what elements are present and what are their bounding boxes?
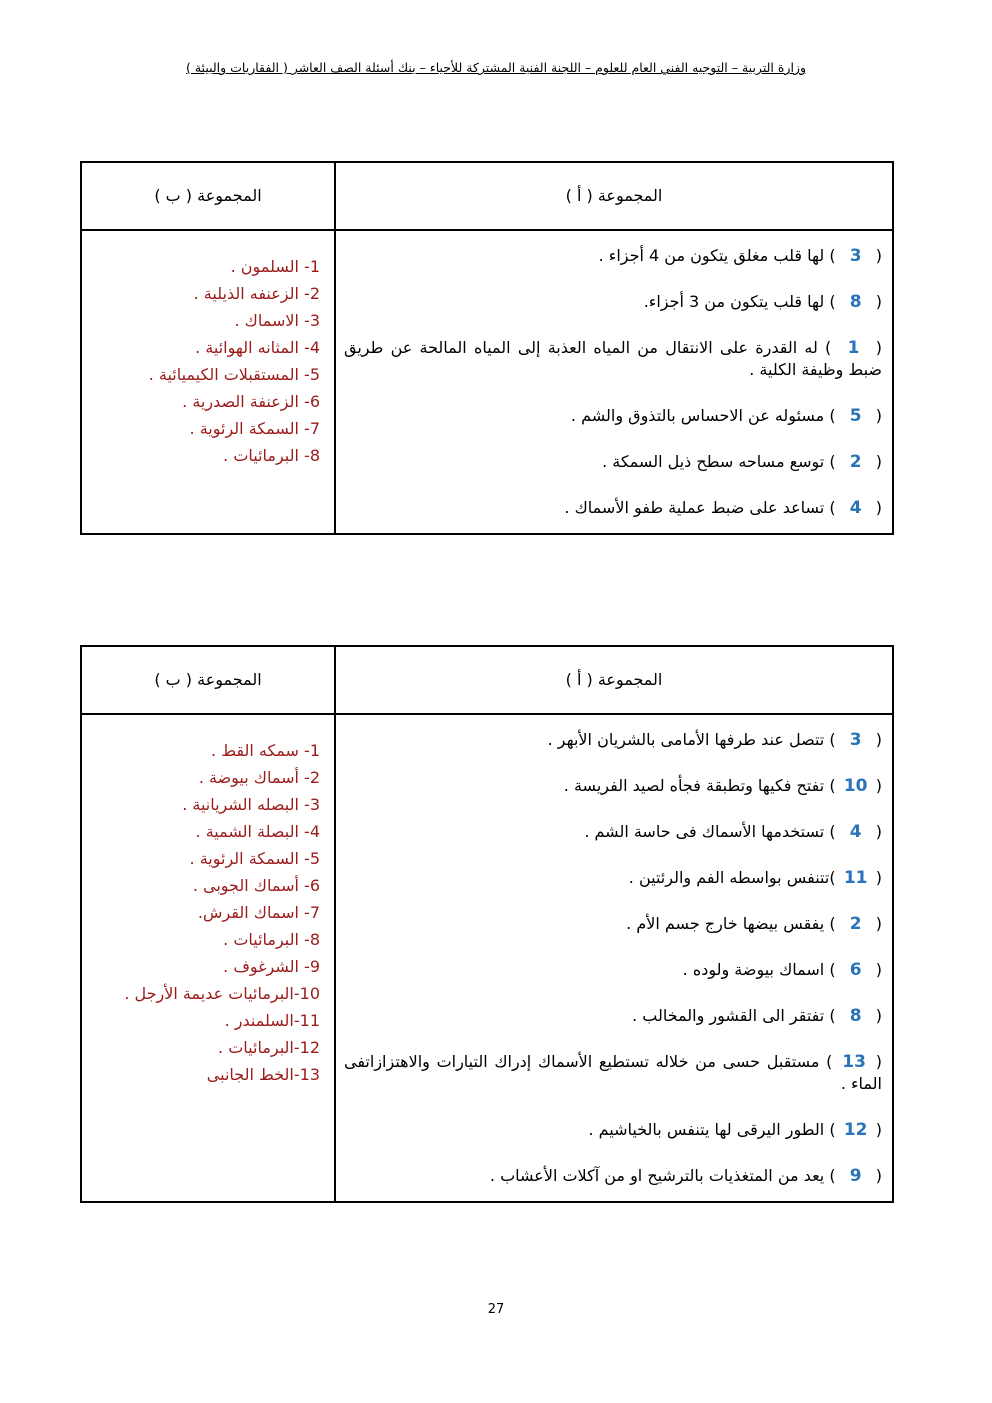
item-text: ) توسع مساحه سطح ذيل السمكة . [602, 452, 836, 471]
answer-number: 4 [849, 822, 862, 842]
group-b-item: 2- أسماك بيوضة . [198, 768, 320, 787]
item-text: ) اسماك بيوضة ولوده . [682, 960, 836, 979]
group-b-cell [81, 230, 335, 534]
group-b-item: 8- البرمائيات . [223, 930, 320, 949]
group-b-header: المجموعة ( ب ) [81, 162, 335, 230]
group-a-item: ( 8 ) لها قلب يتكون من 3 أجزاء. [643, 292, 882, 312]
group-b-item: 3- البصله الشريانية . [182, 795, 320, 814]
answer-number: 12 [843, 1120, 868, 1140]
matching-table-2 [80, 645, 894, 1203]
group-a-item: ( 4 ) تستخدمها الأسماك فى حاسة الشم . [584, 822, 882, 842]
group-b-header: المجموعة ( ب ) [81, 646, 335, 714]
answer-number: 8 [849, 292, 862, 312]
group-a-item: ( 3 ) تتصل عند طرفها الأمامى بالشريان الأبهر . [547, 730, 882, 750]
item-text: ) الطور اليرقى لها يتنفس بالخياشيم . [588, 1120, 836, 1139]
page-header: وزارة التربية – التوجيه الفني العام للعلوم – اللجنة الفنية المشتركة للأحياء – بنك أسئلة الصف العاشر ( الفقاريات والبيئة ) [186, 60, 806, 75]
group-b-item: 13-الخط الجانبى [206, 1065, 320, 1084]
item-text: ) لها قلب مغلق يتكون من 4 أجزاء . [598, 246, 836, 265]
item-text: ) مستقبل حسى من خلاله تستطيع الأسماك إدراك التيارات والاهتزازاتفى الماء . [344, 1052, 882, 1093]
group-a-item: ( 2 ) توسع مساحه سطح ذيل السمكة . [602, 452, 882, 472]
group-a-item: ( 5 ) مسئوله عن الاحساس بالتذوق والشم . [570, 406, 882, 426]
item-text: ) تساعد على ضبط عملية طفو الأسماك . [564, 498, 836, 517]
group-b-item: 5- المستقبلات الكيميائية . [148, 365, 320, 384]
group-b-item: 4- البصلة الشمية . [195, 822, 320, 841]
group-a-item: ( 13 ) مستقبل حسى من خلاله تستطيع الأسماك إدراك التيارات والاهتزازاتفى الماء . [344, 1052, 883, 1093]
answer-number: 13 [842, 1052, 866, 1072]
answer-number: 9 [849, 1166, 862, 1186]
group-b-item: 7- اسماك القرش. [197, 903, 320, 922]
answer-number: 6 [849, 960, 862, 980]
page-number: 27 [487, 1302, 505, 1317]
matching-table-1 [80, 161, 894, 535]
answer-number: 5 [849, 406, 862, 426]
group-a-item: ( 6 ) اسماك بيوضة ولوده . [682, 960, 882, 980]
group-b-item: 8- البرمائيات . [223, 446, 320, 465]
group-b-item: 4- المثانه الهوائية . [195, 338, 320, 357]
answer-number: 3 [849, 730, 862, 750]
group-b-item: 9- الشرغوف . [223, 957, 320, 976]
group-b-list [82, 231, 334, 479]
group-a-item: ( 2 ) يفقس بيضها خارج جسم الأم . [626, 914, 882, 934]
group-b-item: 1- سمكه القط . [211, 741, 320, 760]
item-text: ) مسئوله عن الاحساس بالتذوق والشم . [570, 406, 836, 425]
group-b-item: 6- الزعنفة الصدرية . [182, 392, 320, 411]
group-b-item: 3- الاسماك . [234, 311, 320, 330]
answer-number: 10 [843, 776, 868, 796]
item-text: ) تفتقر الى القشور والمخالب . [632, 1006, 836, 1025]
group-a-item: ( 1 ) له القدرة على الانتقال من المياه العذبة إلى المياه المالحة عن طريق ضبط وظيفة الكلية . [344, 338, 882, 379]
item-text: ) تستخدمها الأسماك فى حاسة الشم . [584, 822, 836, 841]
group-a-list [336, 715, 892, 1201]
item-text: ) تفتح فكيها وتطبقة فجأه لصيد الفريسة . [563, 776, 836, 795]
answer-number: 11 [843, 868, 868, 888]
group-a-item: ( 3 ) لها قلب مغلق يتكون من 4 أجزاء . [598, 246, 882, 266]
group-a-item: ( 12 ) الطور اليرقى لها يتنفس بالخياشيم . [588, 1120, 882, 1140]
group-b-item: 12-البرمائيات . [218, 1038, 320, 1057]
item-text: ) له القدرة على الانتقال من المياه العذبة إلى المياه المالحة عن طريق ضبط وظيفة الكلية . [344, 338, 882, 379]
group-b-list [82, 715, 334, 1098]
group-b-item: 10-البرمائيات عديمة الأرجل . [124, 984, 320, 1003]
answer-number: 2 [849, 452, 862, 472]
group-b-item: 1- السلمون . [230, 257, 320, 276]
item-text: ) يعد من المتغذيات بالترشيح او من آكلات الأعشاب . [489, 1166, 836, 1185]
group-b-cell [81, 714, 335, 1202]
group-b-item: 11-السلمندر . [224, 1011, 320, 1030]
group-a-item: ( 9 ) يعد من المتغذيات بالترشيح او من آكلات الأعشاب . [489, 1166, 882, 1186]
group-a-header: المجموعة ( أ ) [335, 646, 893, 714]
item-text: ) تتصل عند طرفها الأمامى بالشريان الأبهر . [547, 730, 836, 749]
item-text: ) لها قلب يتكون من 3 أجزاء. [643, 292, 836, 311]
item-text: ) يفقس بيضها خارج جسم الأم . [626, 914, 836, 933]
group-b-item: 2- الزعنفه الذيلية . [193, 284, 320, 303]
group-b-item: 5- السمكة الرئوية . [189, 849, 320, 868]
group-b-item: 6- أسماك الجوبى . [192, 876, 320, 895]
answer-number: 3 [849, 246, 862, 266]
group-a-cell [335, 714, 893, 1202]
answer-number: 2 [849, 914, 862, 934]
group-b-item: 7- السمكة الرئوية . [189, 419, 320, 438]
answer-number: 4 [849, 498, 862, 518]
group-a-item: ( 10 ) تفتح فكيها وتطبقة فجأه لصيد الفريسة . [563, 776, 882, 796]
group-a-item: ( 11 )تتنفس بواسطه الفم والرئتين . [628, 868, 882, 888]
group-a-cell [335, 230, 893, 534]
group-a-list [336, 231, 892, 533]
group-a-item: ( 4 ) تساعد على ضبط عملية طفو الأسماك . [564, 498, 882, 518]
item-text: )تتنفس بواسطه الفم والرئتين . [628, 868, 836, 887]
group-a-header: المجموعة ( أ ) [335, 162, 893, 230]
answer-number: 8 [849, 1006, 862, 1026]
group-a-item: ( 8 ) تفتقر الى القشور والمخالب . [632, 1006, 882, 1026]
answer-number: 1 [847, 338, 860, 358]
